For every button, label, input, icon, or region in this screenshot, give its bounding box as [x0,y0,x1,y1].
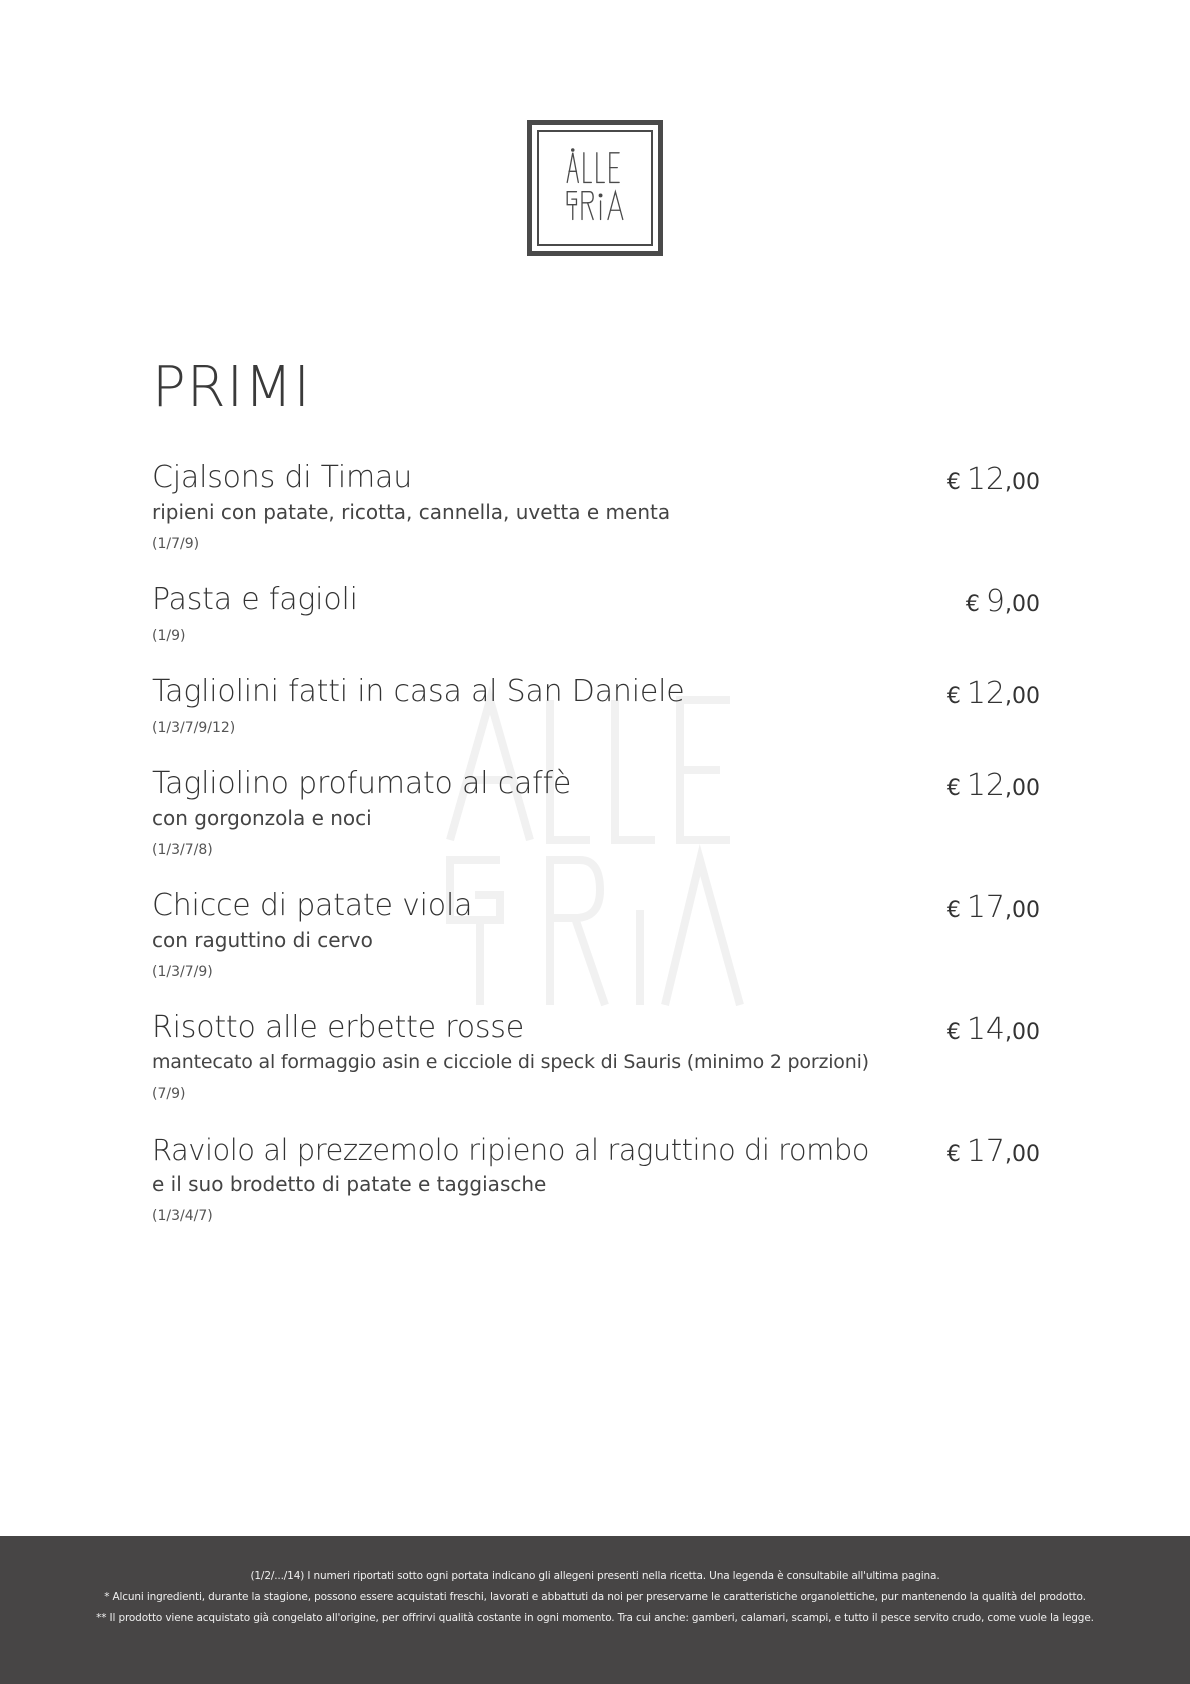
menu-item-name: Risotto alle erbette rosse [152,1010,524,1045]
menu-item-name: Tagliolino profumato al caffè [152,766,572,801]
price-integer: 9 [985,584,1005,619]
menu-item [152,674,1040,738]
menu-item-price [947,768,1040,803]
price-currency: € [946,470,961,495]
menu-item-name: Chicce di patate viola [152,888,473,923]
menu-item-price [947,890,1040,925]
price-currency: € [946,776,961,801]
menu-item-allergens: (1/3/7/9) [152,964,213,980]
footer-notes [0,1536,1190,1684]
price-decimal: ,00 [1005,470,1040,495]
menu-item-description: mantecato al formaggio asin e cicciole di speck di Sauris (minimo 2 porzioni) [152,1051,869,1073]
menu-item-name: Raviolo al prezzemolo ripieno al raguttino di rombo [152,1133,870,1167]
menu-item-price [947,1134,1040,1169]
price-currency: € [965,592,980,617]
menu-item-allergens: (7/9) [152,1086,186,1102]
menu-item [152,1010,1040,1104]
section-title: PRIMI [152,355,312,420]
menu-item [152,766,1040,860]
menu-item-allergens: (1/3/7/8) [152,842,213,858]
menu-item-price [947,676,1040,711]
menu-item-price [966,584,1040,619]
price-currency: € [946,1142,961,1167]
menu-item-name: Tagliolini fatti in casa al San Daniele [152,674,685,709]
menu-list [152,460,1040,1226]
brand-logo [527,120,663,256]
price-integer: 17 [966,1134,1005,1169]
price-integer: 14 [966,1012,1005,1047]
price-currency: € [946,1020,961,1045]
price-integer: 17 [966,890,1005,925]
price-decimal: ,00 [1005,684,1040,709]
menu-item [152,888,1040,982]
menu-item-allergens: (1/3/4/7) [152,1208,213,1224]
menu-item-name: Pasta e fagioli [152,582,358,617]
price-integer: 12 [966,768,1005,803]
menu-item-price [947,1012,1040,1047]
price-integer: 12 [966,676,1005,711]
menu-item [152,1132,1040,1226]
menu-item-description: ripieni con patate, ricotta, cannella, uvetta e menta [152,500,671,524]
menu-item [152,582,1040,646]
footer-note-allergens: (1/2/.../14) I numeri riportati sotto ogni portata indicano gli allegeni presenti nella ricetta. Una legenda è consultabile all'ultima pagina. [250,1570,940,1582]
menu-item-name: Cjalsons di Timau [152,460,413,495]
menu-item-allergens: (1/9) [152,628,186,644]
menu-item-allergens: (1/7/9) [152,536,200,552]
menu-item-description: e il suo brodetto di patate e taggiasche [152,1172,547,1196]
price-integer: 12 [966,462,1005,497]
price-currency: € [946,684,961,709]
menu-item-description: con raguttino di cervo [152,928,373,952]
price-decimal: ,00 [1005,592,1040,617]
menu-item [152,460,1040,554]
price-currency: € [946,898,961,923]
price-decimal: ,00 [1005,898,1040,923]
menu-item-allergens: (1/3/7/9/12) [152,720,236,736]
price-decimal: ,00 [1005,1142,1040,1167]
price-decimal: ,00 [1005,1020,1040,1045]
logo-mark-icon [532,125,658,251]
footer-note-frozen-products: ** Il prodotto viene acquistato già congelato all'origine, per offrirvi qualità costante in ogni momento. Tra cui anche: gamberi, calamari, scampi, e tutto il pesce servito crudo, come vuole la legge. [96,1612,1094,1624]
menu-item-description: con gorgonzola e noci [152,806,372,830]
price-decimal: ,00 [1005,776,1040,801]
menu-item-price [947,462,1040,497]
footer-note-fresh-ingredients: * Alcuni ingredienti, durante la stagione, possono essere acquistati freschi, lavorati e abbattuti da noi per preservarne le caratteristiche organolettiche, pur mantenendo la qualità del prodotto. [104,1591,1086,1603]
